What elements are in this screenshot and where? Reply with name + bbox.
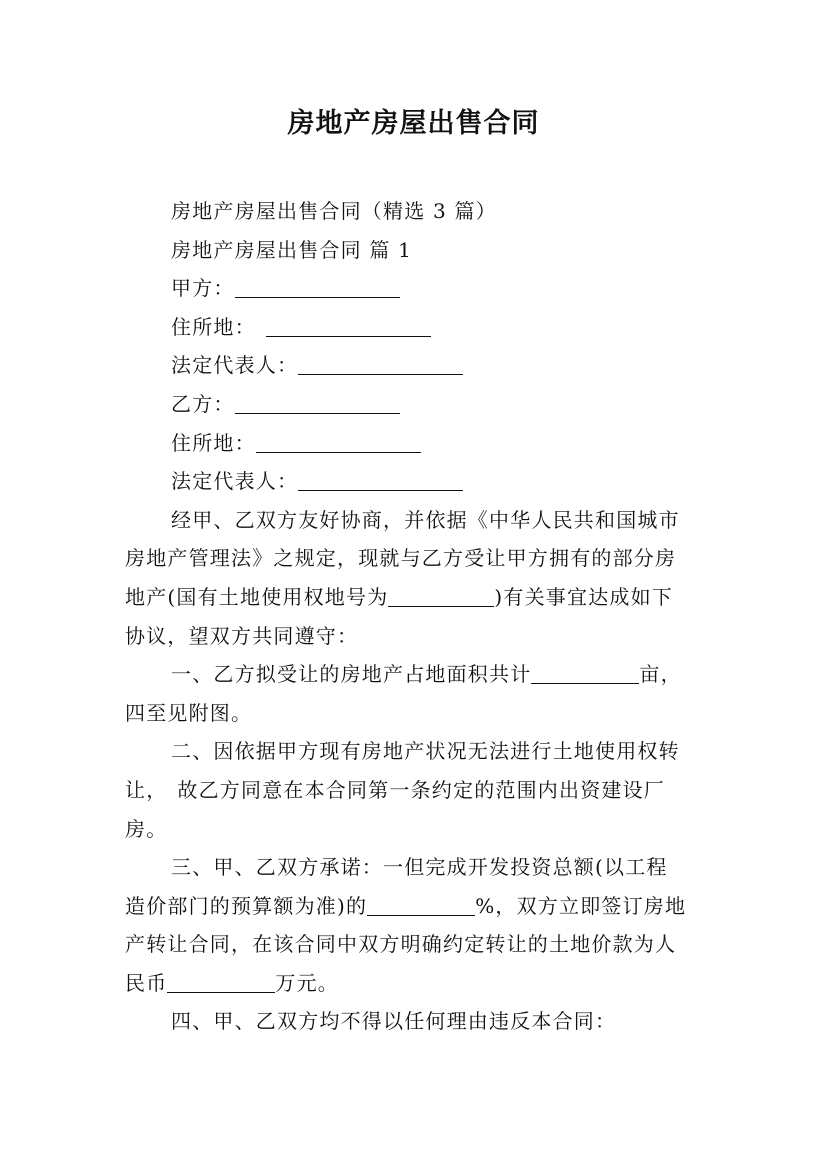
clause-3-line-2-end: %，双方立即签订房地 <box>475 893 687 918</box>
clause-3-line-1: 三、甲、乙双方承诺：一但完成开发投资总额(以工程 <box>171 855 668 880</box>
party-b-rep-line <box>125 462 710 501</box>
party-b-blank <box>235 393 400 414</box>
party-b-rep-blank <box>298 470 463 491</box>
clause-3-line-2-start: 造价部门的预算额为准)的 <box>125 893 368 918</box>
clause-3-line-4 <box>125 964 710 1003</box>
price-blank <box>167 972 275 993</box>
clause-3-line-4-end: 万元。 <box>275 970 340 995</box>
clause-3-line-3: 产转让合同，在该合同中双方明确约定转让的土地价款为人 <box>125 932 677 957</box>
document-subtitle: 房地产房屋出售合同（精选 3 篇） <box>171 199 497 223</box>
clause-4-line-1: 四、甲、乙双方均不得以任何理由违反本合同： <box>171 1009 617 1034</box>
party-a-rep-line <box>125 346 710 385</box>
party-b-rep-label: 法定代表人： <box>171 469 299 494</box>
clause-2-line-2 <box>125 771 710 810</box>
clause-2-line-2-end: 故乙方同意在本合同第一条约定的范围内出资建设厂 <box>177 777 666 802</box>
clause-3-line-2 <box>125 887 710 926</box>
land-number-blank <box>388 586 494 607</box>
preamble-line-3-start: 地产(国有土地使用权地号为 <box>125 584 389 609</box>
clause-1-line-1 <box>125 655 710 694</box>
party-a-address-line <box>125 308 710 347</box>
party-b-label: 乙方： <box>171 391 235 416</box>
clause-2-line-1: 二、因依据甲方现有房地产状况无法进行土地使用权转 <box>171 739 680 764</box>
section-heading: 房地产房屋出售合同 篇 1 <box>171 237 413 262</box>
party-a-address-blank <box>266 316 431 337</box>
preamble-line-3 <box>125 578 710 617</box>
clause-1-text: 一、乙方拟受让的房地产占地面积共计 <box>171 662 532 687</box>
party-a-line <box>125 269 710 308</box>
clause-3-line-4-start: 民币 <box>125 970 168 995</box>
preamble-line-4: 协议，望双方共同遵守： <box>125 623 359 648</box>
clause-2-line-2-start: 让， <box>125 777 168 802</box>
party-a-address-label: 住所地： <box>171 314 256 339</box>
party-b-address-line <box>125 424 710 463</box>
preamble-line-3-end: )有关事宜达成如下 <box>494 584 674 609</box>
party-b-address-blank <box>256 432 421 453</box>
document-body <box>125 192 710 1041</box>
clause-1-unit: 亩， <box>639 662 682 687</box>
party-a-rep-label: 法定代表人： <box>171 353 299 378</box>
percent-blank <box>367 895 475 916</box>
clause-2-line-3: 房。 <box>125 816 168 841</box>
party-a-rep-blank <box>298 354 463 375</box>
party-b-address-label: 住所地： <box>171 430 256 455</box>
party-a-label: 甲方： <box>171 276 235 301</box>
document-title: 房地产房屋出售合同 <box>287 108 540 139</box>
clause-1-line-2: 四至见附图。 <box>125 700 253 725</box>
preamble-line-2: 房地产管理法》之规定，现就与乙方受让甲方拥有的部分房 <box>125 546 677 571</box>
party-a-blank <box>235 277 400 298</box>
party-b-line <box>125 385 710 424</box>
area-blank <box>531 663 639 684</box>
preamble-line-1: 经甲、乙双方友好协商，并依据《中华人民共和国城市 <box>171 507 680 532</box>
